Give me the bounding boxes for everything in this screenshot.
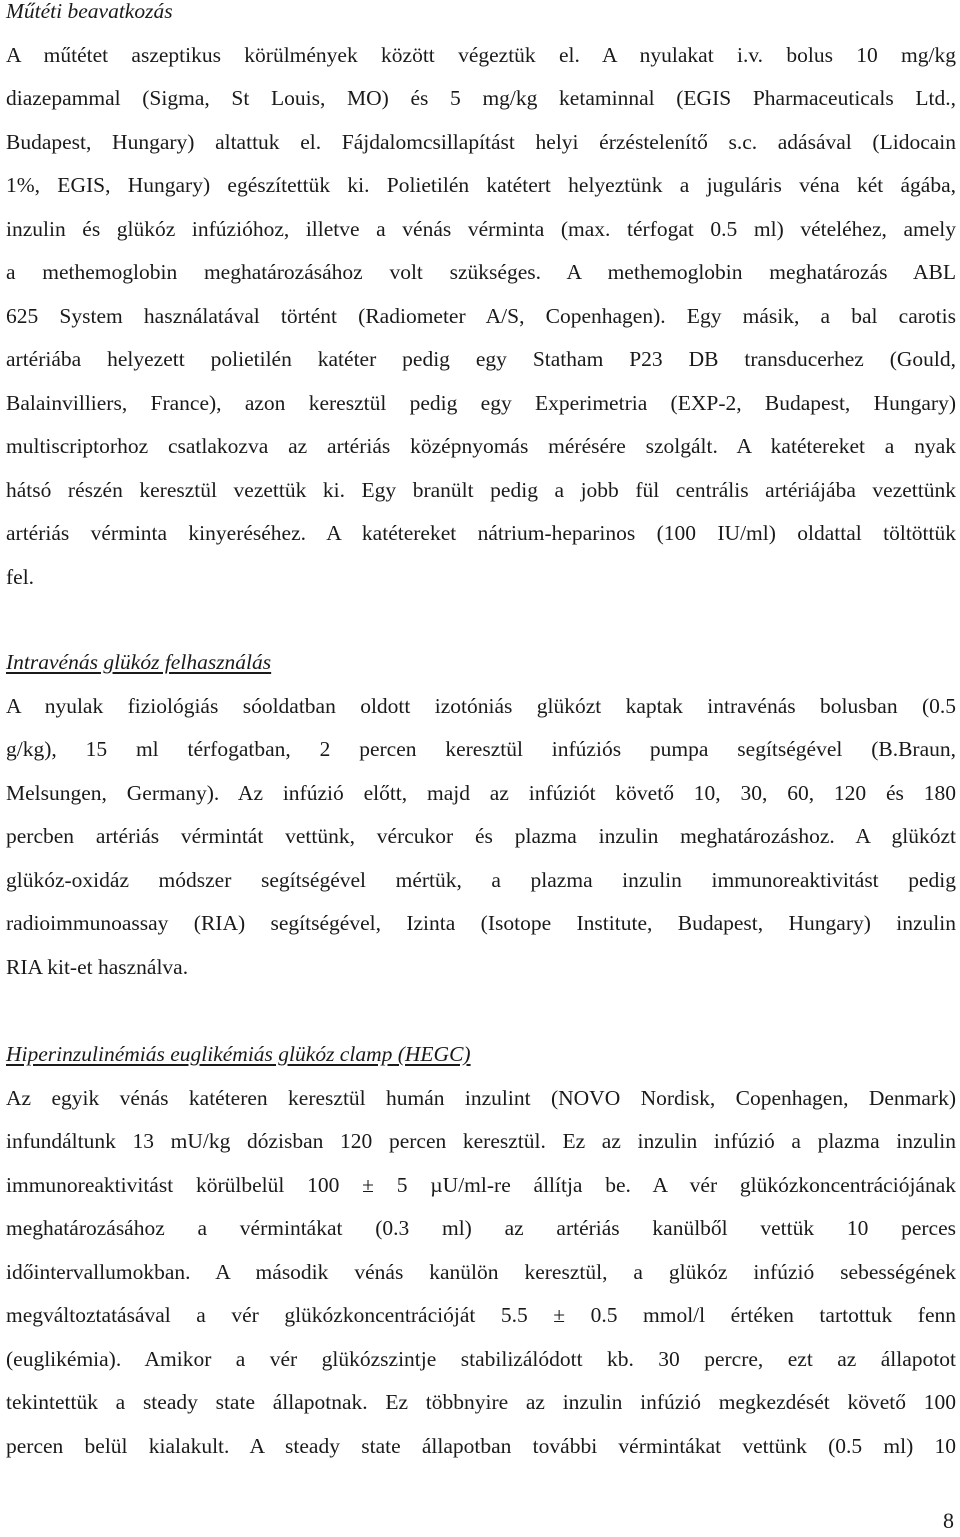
paragraph-line: Budapest, Hungary) altattuk el. Fájdalomcsillapítást helyi érzéstelenítő s.c. adásával (Lidocain — [6, 129, 956, 154]
paragraph-line: artériába helyezett polietilén katéter pedig egy Statham P23 DB transducerhez (Gould, — [6, 347, 956, 371]
section-heading: Intravénás glükóz felhasználás — [6, 650, 272, 674]
paragraph-line: Balainvilliers, France), azon keresztül pedig egy Experimetria (EXP-2, Budapest, Hungary) — [6, 390, 956, 415]
paragraph-line: radioimmunoassay (RIA) segítségével, Izinta (Isotope Institute, Budapest, Hungary) inzulin — [6, 911, 956, 935]
section-iv-glucose-utilization — [6, 641, 956, 989]
paragraph-line: RIA kit-et használva. — [6, 954, 189, 979]
paragraph-line: (euglikémia). Amikor a vér glükózszintje stabilizálódott kb. 30 percre, ezt az állapotot — [6, 1346, 956, 1371]
section-hegc — [6, 1033, 956, 1468]
paragraph-line: glükóz-oxidáz módszer segítségével mértük, a plazma inzulin immunoreaktivitást pedig — [6, 867, 956, 892]
paragraph-line: a methemoglobin meghatározásához volt szükséges. A methemoglobin meghatározás ABL — [6, 260, 956, 284]
page-number: 8 — [943, 1508, 954, 1533]
paragraph-line: tekintettük a steady state állapotnak. Ez többnyire az inzulin infúzió megkezdését követő 100 — [6, 1390, 956, 1414]
paragraph-line: infundáltunk 13 mU/kg dózisban 120 percen keresztül. Ez az inzulin infúzió a plazma inzulin — [6, 1129, 956, 1153]
paragraph-line: immunoreaktivitást körülbelül 100 ± 5 µU/ml-re állítja be. A vér glükózkoncentrációjának — [6, 1172, 956, 1197]
paragraph-line: percben artériás vérmintát vettünk, vércukor és plazma inzulin meghatározáshoz. A glükózt — [6, 824, 956, 848]
paragraph-line: g/kg), 15 ml térfogatban, 2 percen keresztül infúziós pumpa segítségével (B.Braun, — [6, 737, 956, 761]
paragraph-line: multiscriptorhoz csatlakozva az artériás középnyomás mérésére szolgált. A katétereket a nyak — [6, 434, 956, 458]
paragraph-line: A nyulak fiziológiás sóoldatban oldott izotóniás glükózt kaptak intravénás bolusban (0.5 — [6, 693, 956, 718]
paragraph-line: fel. — [6, 564, 35, 589]
paragraph-line: inzulin és glükóz infúzióhoz, illetve a vénás vérminta (max. térfogat 0.5 ml) vételéhez, amely — [6, 216, 956, 241]
paragraph-line: Melsungen, Germany). Az infúzió előtt, majd az infúziót követő 10, 30, 60, 120 és 180 — [6, 780, 956, 805]
paragraph-line: hátsó részén keresztül vezettük ki. Egy branült pedig a jobb fül centrális artériájába vezettünk — [6, 477, 956, 502]
paragraph-line: Az egyik vénás katéteren keresztül humán inzulint (NOVO Nordisk, Copenhagen, Denmark) — [6, 1085, 956, 1110]
paragraph-line: 1%, EGIS, Hungary) egészítettük ki. Polietilén katétert helyeztünk a juguláris véna két ágába, — [6, 173, 956, 197]
paragraph-line: A műtétet aszeptikus körülmények között végeztük el. A nyulakat i.v. bolus 10 mg/kg — [6, 42, 956, 67]
paragraph-line: 625 System használatával történt (Radiometer A/S, Copenhagen). Egy másik, a bal carotis — [6, 303, 956, 328]
section-heading: Műtéti beavatkozás — [6, 0, 173, 23]
paragraph-line: diazepammal (Sigma, St Louis, MO) és 5 mg/kg ketaminnal (EGIS Pharmaceuticals Ltd., — [6, 86, 956, 110]
paragraph-line: időintervallumokban. A második vénás kanülön keresztül, a glükóz infúzió sebességének — [6, 1259, 956, 1284]
paragraph-line: percen belül kialakult. A steady state állapotban további vérmintákat vettünk (0.5 ml) 10 — [6, 1433, 956, 1458]
paragraph-line: meghatározásához a vérmintákat (0.3 ml) az artériás kanülből vettük 10 perces — [6, 1216, 956, 1240]
section-surgical-procedure — [6, 0, 956, 599]
section-heading: Hiperinzulinémiás euglikémiás glükóz clamp (HEGC) — [6, 1042, 471, 1066]
paragraph-line: artériás vérminta kinyeréséhez. A katétereket nátrium-heparinos (100 IU/ml) oldattal töltöttük — [6, 521, 956, 545]
paragraph-line: megváltoztatásával a vér glükózkoncentrációját 5.5 ± 0.5 mmol/l értéken tartottuk fenn — [6, 1303, 956, 1327]
